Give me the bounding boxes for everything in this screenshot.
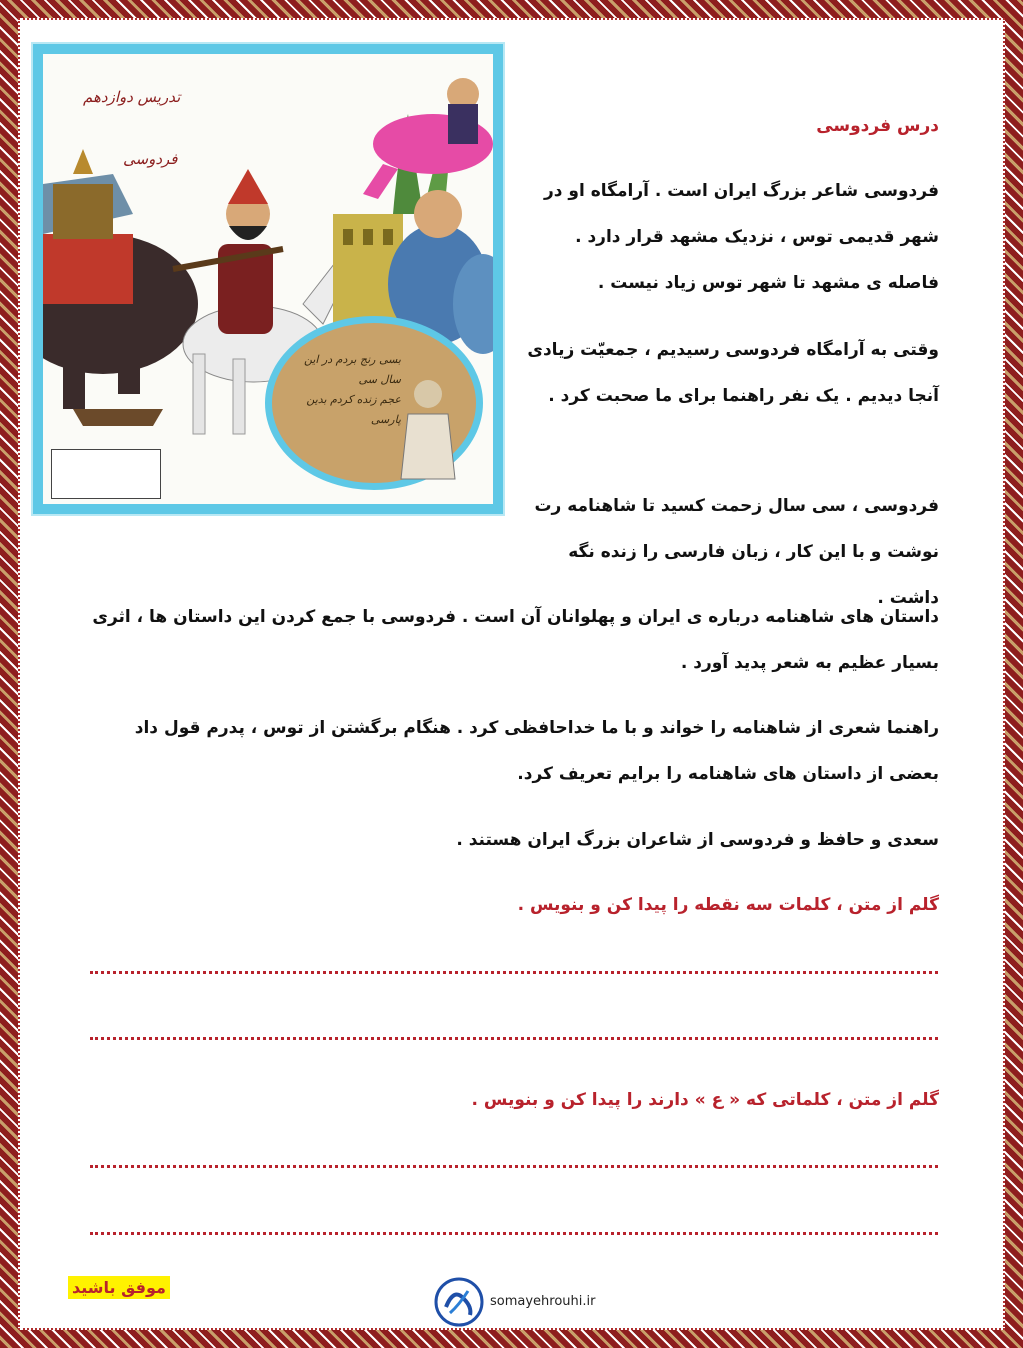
answer-line-1[interactable]	[90, 971, 938, 974]
name-box[interactable]	[51, 449, 161, 499]
paragraph-3: فردوسی ، سی سال زحمت کسید تا شاهنامه رت نوشت و با این کار ، زبان فارسی را زنده نگه داشت .	[534, 496, 939, 608]
paragraph-2: وقتی به آرامگاه فردوسی رسیدیم ، جمعیّت زیادی آنجا دیدیم . یک نفر راهنما برای ما صحبت کرد .	[527, 340, 939, 406]
answer-line-2[interactable]	[90, 1037, 938, 1040]
ferdowsi-figure-graphic	[393, 374, 463, 484]
question-2: گلم از متن ، کلماتی که « ع » دارند را پیدا کن و بنویس .	[471, 1090, 939, 1110]
picture-title-line1: تدریس دوازدهم	[83, 88, 181, 106]
paragraph-5: راهنما شعری از شاهنامه را خواند و با ما خداحافظی کرد . هنگام برگشتن از توس ، پدرم قول داد بعضی از داستان های شاهنامه را برایم تعریف کرد.	[134, 718, 939, 784]
website-link[interactable]: somayehrouhi.ir	[490, 1294, 596, 1309]
site-logo	[434, 1277, 484, 1327]
question-1: گلم از متن ، کلمات سه نقطه را پیدا کن و بنویس .	[517, 895, 939, 915]
closing-note: موفق باشید	[68, 1276, 170, 1299]
picture-title-line2: فردوسی	[123, 150, 178, 168]
poem-quote-line1: بسی رنج بردم در این سال سی	[303, 353, 401, 386]
answer-line-3[interactable]	[90, 1165, 938, 1168]
lesson-title: درس فردوسی	[816, 116, 939, 136]
lesson-illustration	[33, 44, 503, 514]
paragraph-4: داستان های شاهنامه درباره ی ایران و پهلوانان آن است . فردوسی با جمع کردن این داستان ها ، اثری بسیار عظیم به شعر پدید آورد .	[92, 607, 939, 673]
poem-quote	[281, 350, 401, 430]
paragraph-6: سعدی و حافظ و فردوسی از شاعران بزرگ ایران هستند .	[456, 830, 939, 850]
paragraph-1: فردوسی شاعر بزرگ ایران است . آرامگاه او در شهر قدیمی توس ، نزدیک مشهد قرار دارد . فاصله ی مشهد تا شهر توس زیاد نیست .	[543, 181, 939, 293]
answer-line-4[interactable]	[90, 1232, 938, 1235]
poem-quote-line2: عجم زنده کردم بدین پارسی	[306, 393, 401, 426]
